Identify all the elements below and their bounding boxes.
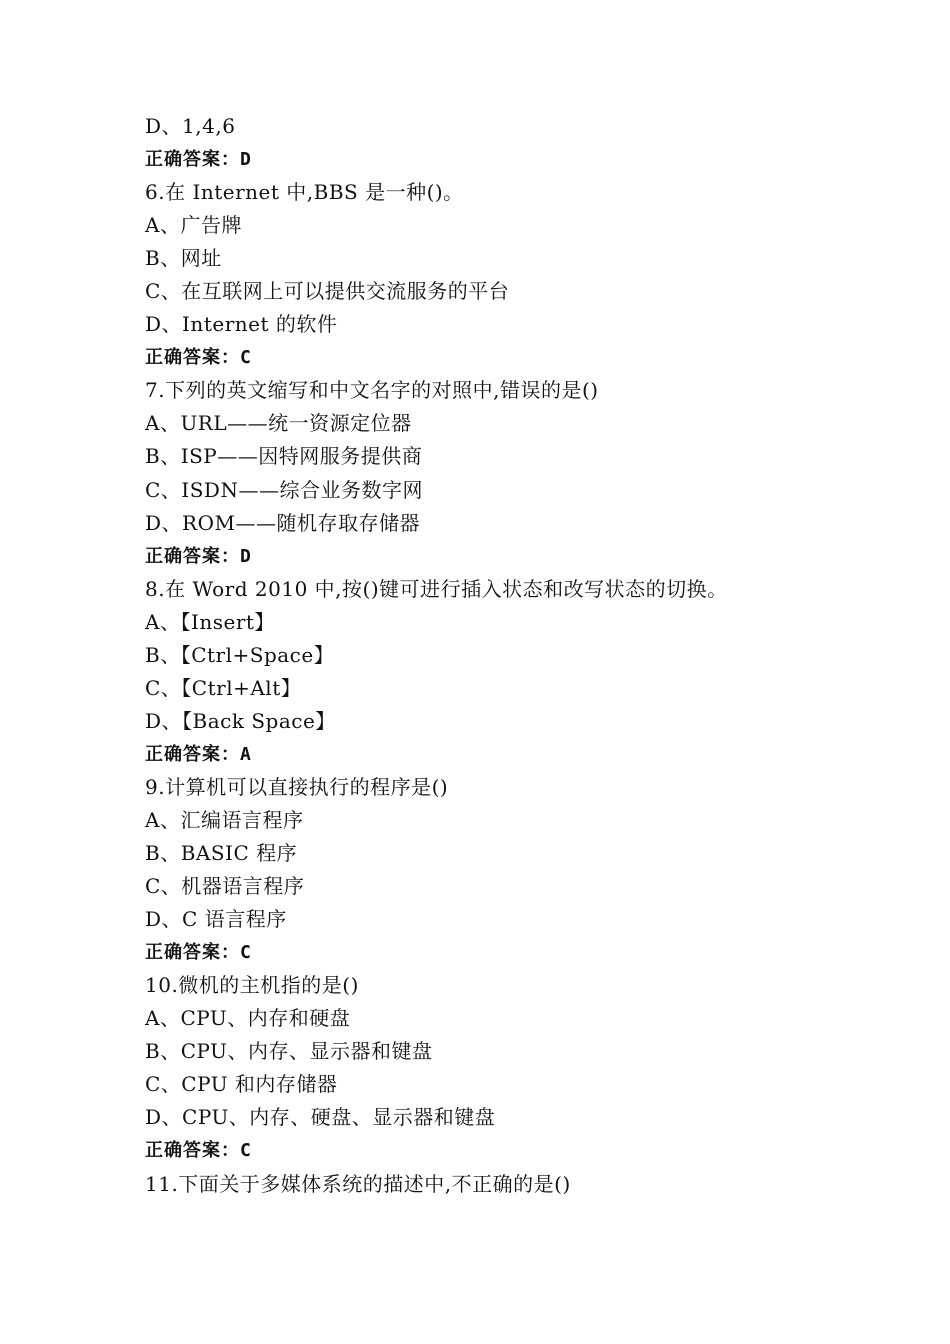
option-text: D、Internet 的软件 bbox=[145, 312, 338, 337]
option-text: C、ISDN——综合业务数字网 bbox=[145, 477, 423, 502]
question-text: 9.计算机可以直接执行的程序是() bbox=[145, 774, 449, 799]
option-text: C、CPU 和内存储器 bbox=[145, 1072, 338, 1097]
question-text: 7.下列的英文缩写和中文名字的对照中,错误的是() bbox=[145, 378, 599, 403]
correct-answer: 正确答案：C bbox=[145, 942, 252, 964]
question-text: 10.微机的主机指的是() bbox=[145, 973, 359, 998]
option-text: D、C 语言程序 bbox=[145, 907, 287, 932]
option-text: B、ISP——因特网服务提供商 bbox=[145, 444, 423, 469]
option-text: A、汇编语言程序 bbox=[145, 807, 304, 832]
correct-answer: 正确答案：D bbox=[145, 149, 252, 171]
question-text: 6.在 Internet 中,BBS 是一种()。 bbox=[145, 180, 464, 205]
option-text: B、网址 bbox=[145, 246, 222, 271]
option-text: D、ROM——随机存取存储器 bbox=[145, 510, 420, 535]
correct-answer: 正确答案：C bbox=[145, 1140, 252, 1162]
correct-answer: 正确答案：A bbox=[145, 743, 252, 765]
quiz-content bbox=[145, 110, 905, 1201]
option-text: A、CPU、内存和硬盘 bbox=[145, 1006, 351, 1031]
question-text: 8.在 Word 2010 中,按()键可进行插入状态和改写状态的切换。 bbox=[145, 576, 728, 601]
option-text: B、BASIC 程序 bbox=[145, 841, 298, 866]
option-text: B、【Ctrl+Space】 bbox=[145, 642, 335, 667]
option-text: A、URL——统一资源定位器 bbox=[145, 411, 412, 436]
option-text: D、1,4,6 bbox=[145, 114, 236, 138]
correct-answer: 正确答案：C bbox=[145, 347, 252, 369]
option-text: C、在互联网上可以提供交流服务的平台 bbox=[145, 279, 510, 304]
option-text: A、广告牌 bbox=[145, 213, 242, 238]
correct-answer: 正确答案：D bbox=[145, 545, 252, 567]
option-text: B、CPU、内存、显示器和键盘 bbox=[145, 1039, 433, 1064]
option-text: A、【Insert】 bbox=[145, 609, 275, 634]
option-text: D、【Back Space】 bbox=[145, 708, 336, 733]
option-text: C、机器语言程序 bbox=[145, 874, 305, 899]
option-text: D、CPU、内存、硬盘、显示器和键盘 bbox=[145, 1105, 496, 1130]
option-text: C、【Ctrl+Alt】 bbox=[145, 675, 302, 700]
question-text: 11.下面关于多媒体系统的描述中,不正确的是() bbox=[145, 1171, 571, 1196]
